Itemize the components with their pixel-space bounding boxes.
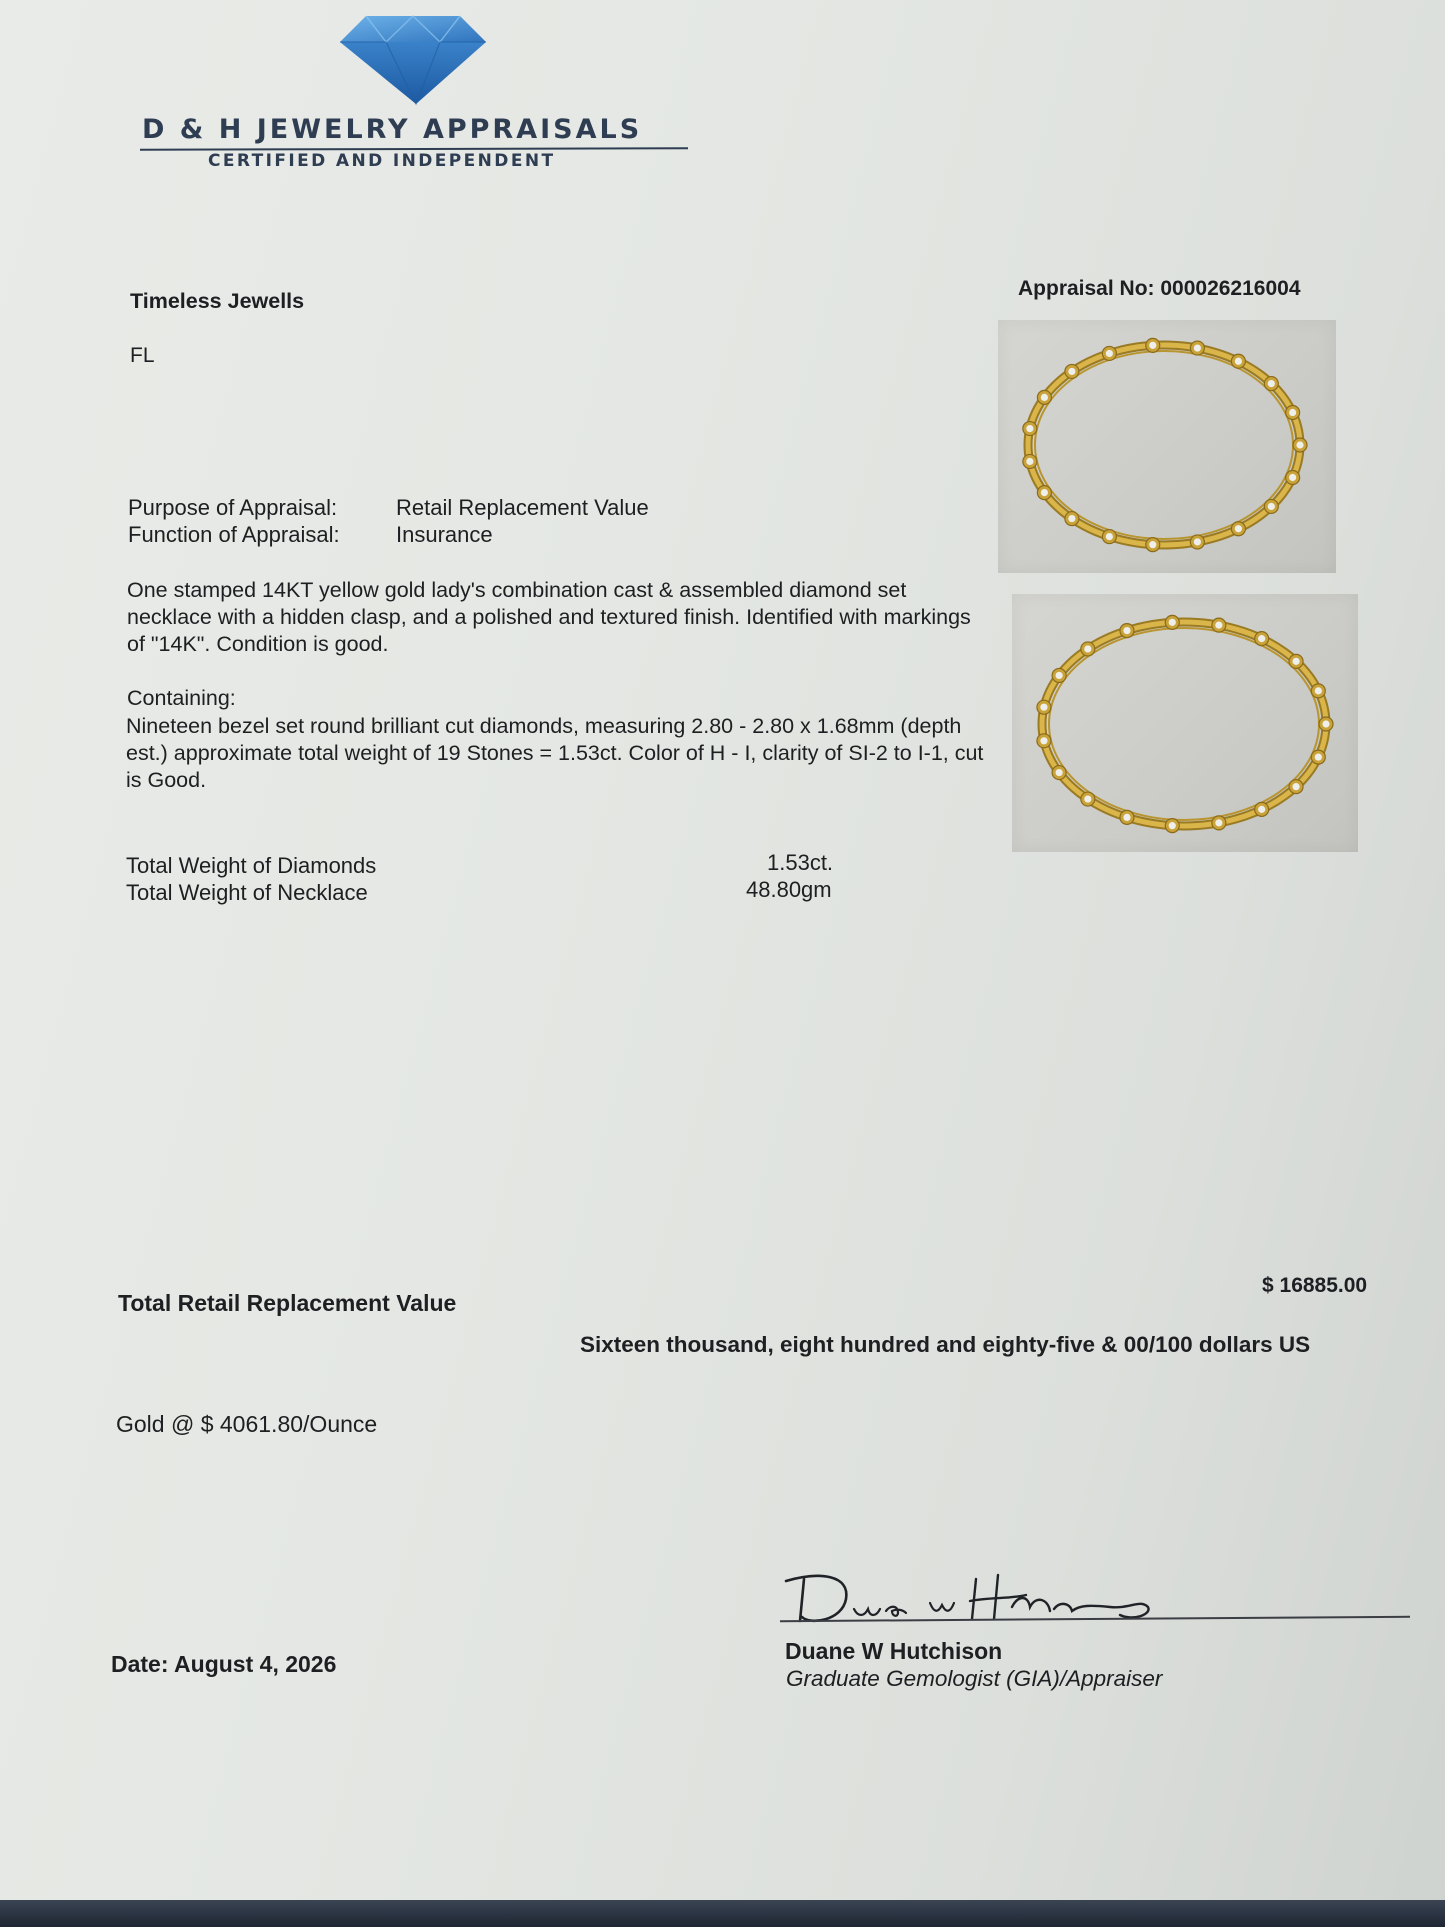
client-name: Timeless Jewells bbox=[130, 289, 305, 313]
bezel-diamond bbox=[1231, 354, 1245, 368]
bezel-diamond bbox=[1081, 642, 1095, 656]
diamond-logo-icon bbox=[338, 14, 488, 106]
bezel-diamond bbox=[1065, 364, 1079, 378]
bezel-diamond bbox=[1037, 486, 1051, 500]
bezel-diamond bbox=[1023, 454, 1037, 468]
bezel-diamond bbox=[1102, 346, 1116, 360]
weight-label-necklace: Total Weight of Necklace bbox=[126, 880, 368, 905]
bezel-diamond bbox=[1102, 530, 1116, 544]
total-label: Total Retail Replacement Value bbox=[118, 1290, 457, 1316]
gold-price: Gold @ $ 4061.80/Ounce bbox=[116, 1411, 378, 1437]
bezel-diamond bbox=[1190, 341, 1204, 355]
function-label: Function of Appraisal: bbox=[128, 522, 340, 547]
stones-description: Nineteen bezel set round brilliant cut diamonds, measuring 2.80 - 2.80 x 1.68mm (depth est.) approximate total weight of 19 Stones = 1.53ct. Color of H - I, clarity of SI-2 to I-1, cut is Good. bbox=[126, 714, 984, 792]
necklace-photo-1 bbox=[998, 320, 1336, 573]
necklace-photo-2 bbox=[1012, 594, 1358, 852]
bezel-diamond bbox=[1037, 700, 1051, 714]
bezel-diamond bbox=[1165, 615, 1179, 629]
bezel-diamond bbox=[1165, 819, 1179, 833]
desk-edge bbox=[0, 1900, 1445, 1927]
bezel-diamond bbox=[1052, 766, 1066, 780]
bezel-diamond bbox=[1052, 668, 1066, 682]
bezel-diamond bbox=[1286, 470, 1300, 484]
bezel-diamond bbox=[1293, 438, 1307, 452]
bezel-diamond bbox=[1037, 734, 1051, 748]
item-description: One stamped 14KT yellow gold lady's combination cast & assembled diamond set necklace with a hidden clasp, and a polished and textured finish. Identified with markings of "14K". Condition is good. bbox=[127, 578, 971, 656]
bezel-diamond bbox=[1289, 654, 1303, 668]
bezel-diamond bbox=[1146, 338, 1160, 352]
containing-heading: Containing: bbox=[127, 686, 236, 710]
bezel-diamond bbox=[1120, 810, 1134, 824]
bezel-diamond bbox=[1231, 522, 1245, 536]
purpose-value: Retail Replacement Value bbox=[396, 495, 649, 520]
purpose-label: Purpose of Appraisal: bbox=[128, 495, 338, 520]
bezel-diamond bbox=[1255, 802, 1269, 816]
bezel-diamond bbox=[1286, 406, 1300, 420]
weight-value-diamonds: 1.53ct. bbox=[767, 850, 834, 875]
appraiser-name: Duane W Hutchison bbox=[785, 1638, 1003, 1664]
bezel-diamond bbox=[1289, 780, 1303, 794]
function-value: Insurance bbox=[396, 522, 493, 547]
weight-value-necklace: 48.80gm bbox=[746, 877, 832, 902]
bezel-diamond bbox=[1190, 535, 1204, 549]
bezel-diamond bbox=[1264, 377, 1278, 391]
company-name: D & H JEWELRY APPRAISALS bbox=[142, 114, 643, 145]
client-state: FL bbox=[130, 344, 155, 367]
bezel-diamond bbox=[1255, 632, 1269, 646]
bezel-diamond bbox=[1212, 816, 1226, 830]
company-tagline: CERTIFIED AND INDEPENDENT bbox=[208, 151, 556, 171]
appraisal-date: Date: August 4, 2026 bbox=[111, 1651, 337, 1677]
bezel-diamond bbox=[1023, 422, 1037, 436]
weight-label-diamonds: Total Weight of Diamonds bbox=[126, 853, 377, 878]
bezel-diamond bbox=[1264, 499, 1278, 513]
bezel-diamond bbox=[1311, 684, 1325, 698]
total-value: $ 16885.00 bbox=[1262, 1274, 1368, 1297]
bezel-diamond bbox=[1065, 512, 1079, 526]
bezel-diamond bbox=[1037, 390, 1051, 404]
bezel-diamond bbox=[1081, 792, 1095, 806]
appraisal-number: Appraisal No: 000026216004 bbox=[1018, 277, 1301, 300]
bezel-diamond bbox=[1311, 750, 1325, 764]
total-in-words: Sixteen thousand, eight hundred and eighty-five & 00/100 dollars US bbox=[580, 1332, 1311, 1357]
appraiser-signature bbox=[780, 1565, 1230, 1633]
bezel-diamond bbox=[1319, 717, 1333, 731]
bezel-diamond bbox=[1212, 618, 1226, 632]
bezel-diamond bbox=[1146, 538, 1160, 552]
appraiser-title: Graduate Gemologist (GIA)/Appraiser bbox=[786, 1666, 1163, 1691]
bezel-diamond bbox=[1120, 624, 1134, 638]
